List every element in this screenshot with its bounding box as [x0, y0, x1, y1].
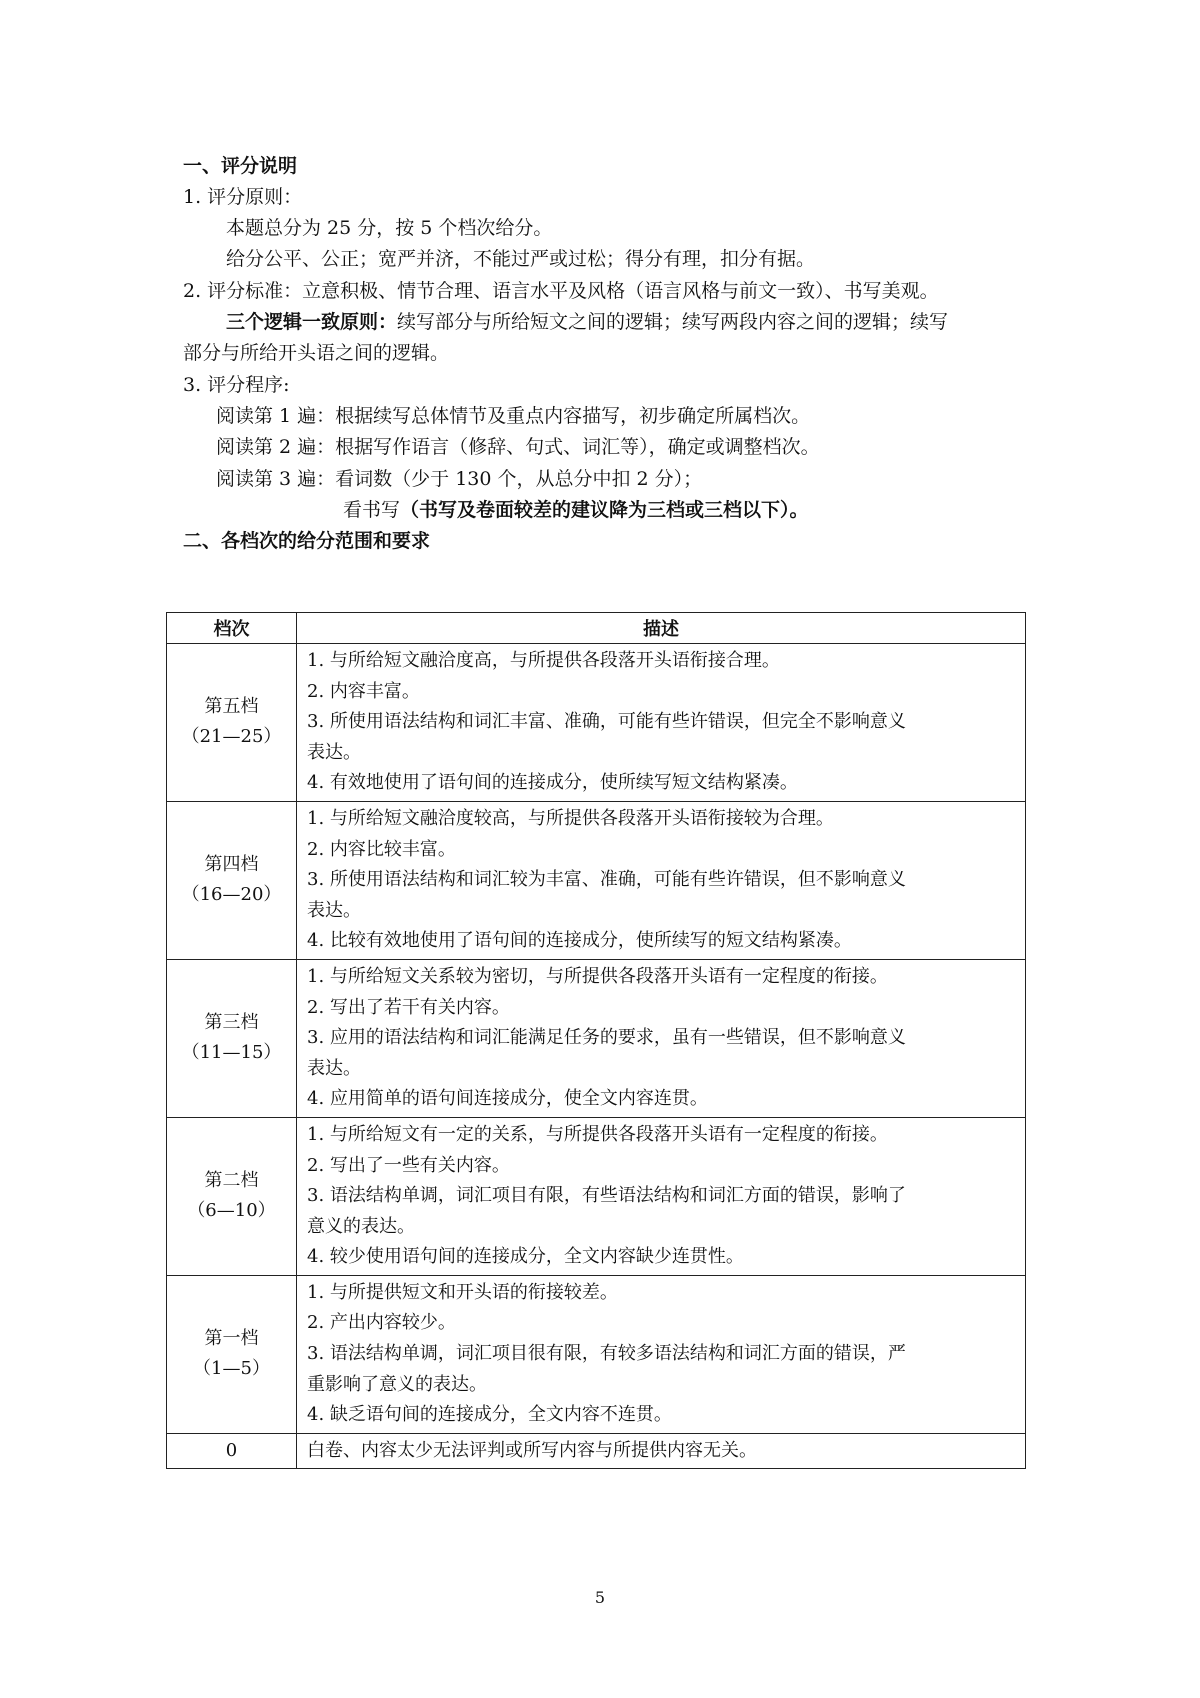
item3-title: 3. 评分程序: [183, 374, 290, 396]
table-row [167, 1117, 1026, 1275]
handwriting-note: （书写及卷面较差的建议降为三档或三档以下）。 [400, 499, 809, 521]
grade-cell [167, 801, 297, 959]
item2-principle-continuation: 部分与所给开头语之间的逻辑。 [183, 342, 450, 364]
description-line: 4. 较少使用语句间的连接成分，全文内容缺少连贯性。 [307, 1246, 744, 1268]
table-row [167, 644, 1026, 802]
grade-cell [167, 959, 297, 1117]
header-grade: 档次 [167, 613, 297, 644]
description-line: 意义的表达。 [307, 1215, 415, 1237]
description-cell [297, 644, 1026, 802]
description-line: 2. 产出内容较少。 [307, 1312, 456, 1334]
description-line: 4. 应用简单的语句间连接成分，使全文内容连贯。 [307, 1088, 708, 1110]
description-line: 1. 与所给短文有一定的关系，与所提供各段落开头语有一定程度的衔接。 [307, 1123, 888, 1145]
reading-step-1: 阅读第 1 遍：根据续写总体情节及重点内容描写，初步确定所属档次。 [216, 405, 811, 427]
reading-step-2: 阅读第 2 遍：根据写作语言（修辞、句式、词汇等），确定或调整档次。 [216, 436, 820, 458]
description-cell [297, 1275, 1026, 1433]
description-line: 1. 与所给短文融洽度较高，与所提供各段落开头语衔接较为合理。 [307, 807, 834, 829]
item2-principle-text: 续写部分与所给短文之间的逻辑；续写两段内容之间的逻辑；续写 [397, 311, 949, 333]
section1-title: 一、评分说明 [183, 155, 298, 177]
grade-cell [167, 1117, 297, 1275]
description-line: 2. 写出了一些有关内容。 [307, 1154, 510, 1176]
reading-step-3-handwriting [343, 496, 809, 524]
grade-range: （11—15） [181, 1042, 282, 1064]
grade-label: 第五档 [204, 696, 259, 718]
description-cell: 白卷、内容太少无法评判或所写内容与所提供内容无关。 [297, 1433, 1026, 1469]
handwriting-prefix: 看书写 [343, 499, 401, 521]
grade-range: （21—25） [181, 726, 282, 748]
description-line: 3. 语法结构单调，词汇项目很有限，有较多语法结构和词汇方面的错误，严 [307, 1343, 906, 1365]
grade-cell [167, 1275, 297, 1433]
grading-table [166, 612, 1026, 1469]
description-line: 3. 应用的语法结构和词汇能满足任务的要求，虽有一些错误，但不影响意义 [307, 1027, 906, 1049]
description-line: 重影响了意义的表达。 [307, 1373, 487, 1395]
description-cell [297, 1117, 1026, 1275]
grade-label: 第二档 [204, 1170, 259, 1192]
description-line: 表达。 [307, 899, 361, 921]
grade-cell: 0 [167, 1433, 297, 1469]
reading-step-3: 阅读第 3 遍：看词数（少于 130 个，从总分中扣 2 分）； [216, 468, 703, 490]
description-line: 3. 所使用语法结构和词汇较为丰富、准确，可能有些许错误，但不影响意义 [307, 869, 906, 891]
grade-label: 第四档 [204, 854, 259, 876]
table-row [167, 801, 1026, 959]
item2-principle-line [226, 308, 948, 336]
table-header-row [167, 613, 1026, 644]
description-line: 表达。 [307, 741, 361, 763]
description-line: 4. 有效地使用了语句间的连接成分，使所续写短文结构紧凑。 [307, 772, 798, 794]
page-number: 5 [594, 1588, 606, 1607]
description-line: 表达。 [307, 1057, 361, 1079]
description-line: 4. 比较有效地使用了语句间的连接成分，使所续写的短文结构紧凑。 [307, 930, 852, 952]
item1-paragraph-2: 给分公平、公正；宽严并济，不能过严或过松；得分有理，扣分有据。 [226, 248, 816, 270]
description-line: 3. 所使用语法结构和词汇丰富、准确，可能有些许错误，但完全不影响意义 [307, 711, 906, 733]
description-line: 1. 与所给短文融洽度高，与所提供各段落开头语衔接合理。 [307, 650, 780, 671]
description-line: 2. 内容比较丰富。 [307, 838, 456, 860]
grade-cell [167, 644, 297, 802]
description-line: 1. 与所提供短文和开头语的衔接较差。 [307, 1281, 618, 1303]
grade-range: （6—10） [187, 1200, 276, 1222]
item1-paragraph-1: 本题总分为 25 分，按 5 个档次给分。 [226, 217, 553, 239]
item2-bold-label: 三个逻辑一致原则： [226, 311, 398, 333]
description-line: 3. 语法结构单调，词汇项目有限，有些语法结构和词汇方面的错误，影响了 [307, 1185, 906, 1207]
table-row [167, 959, 1026, 1117]
grade-label: 第三档 [204, 1012, 259, 1034]
grade-label: 第一档 [204, 1328, 259, 1350]
item2-title: 2. 评分标准：立意积极、情节合理、语言水平及风格（语言风格与前文一致）、书写美观。 [183, 280, 939, 302]
description-line: 2. 内容丰富。 [307, 680, 420, 702]
grade-range: （1—5） [193, 1358, 270, 1380]
header-description: 描述 [297, 613, 1026, 644]
table-row [167, 1275, 1026, 1433]
section2-title: 二、各档次的给分范围和要求 [183, 530, 431, 552]
description-cell [297, 959, 1026, 1117]
table-row [167, 1433, 1026, 1469]
grade-range: （16—20） [181, 884, 282, 906]
description-cell [297, 801, 1026, 959]
description-line: 1. 与所给短文关系较为密切，与所提供各段落开头语有一定程度的衔接。 [307, 965, 888, 987]
description-line: 4. 缺乏语句间的连接成分，全文内容不连贯。 [307, 1404, 672, 1426]
item1-title: 1. 评分原则： [183, 186, 303, 208]
description-line: 2. 写出了若干有关内容。 [307, 996, 510, 1018]
